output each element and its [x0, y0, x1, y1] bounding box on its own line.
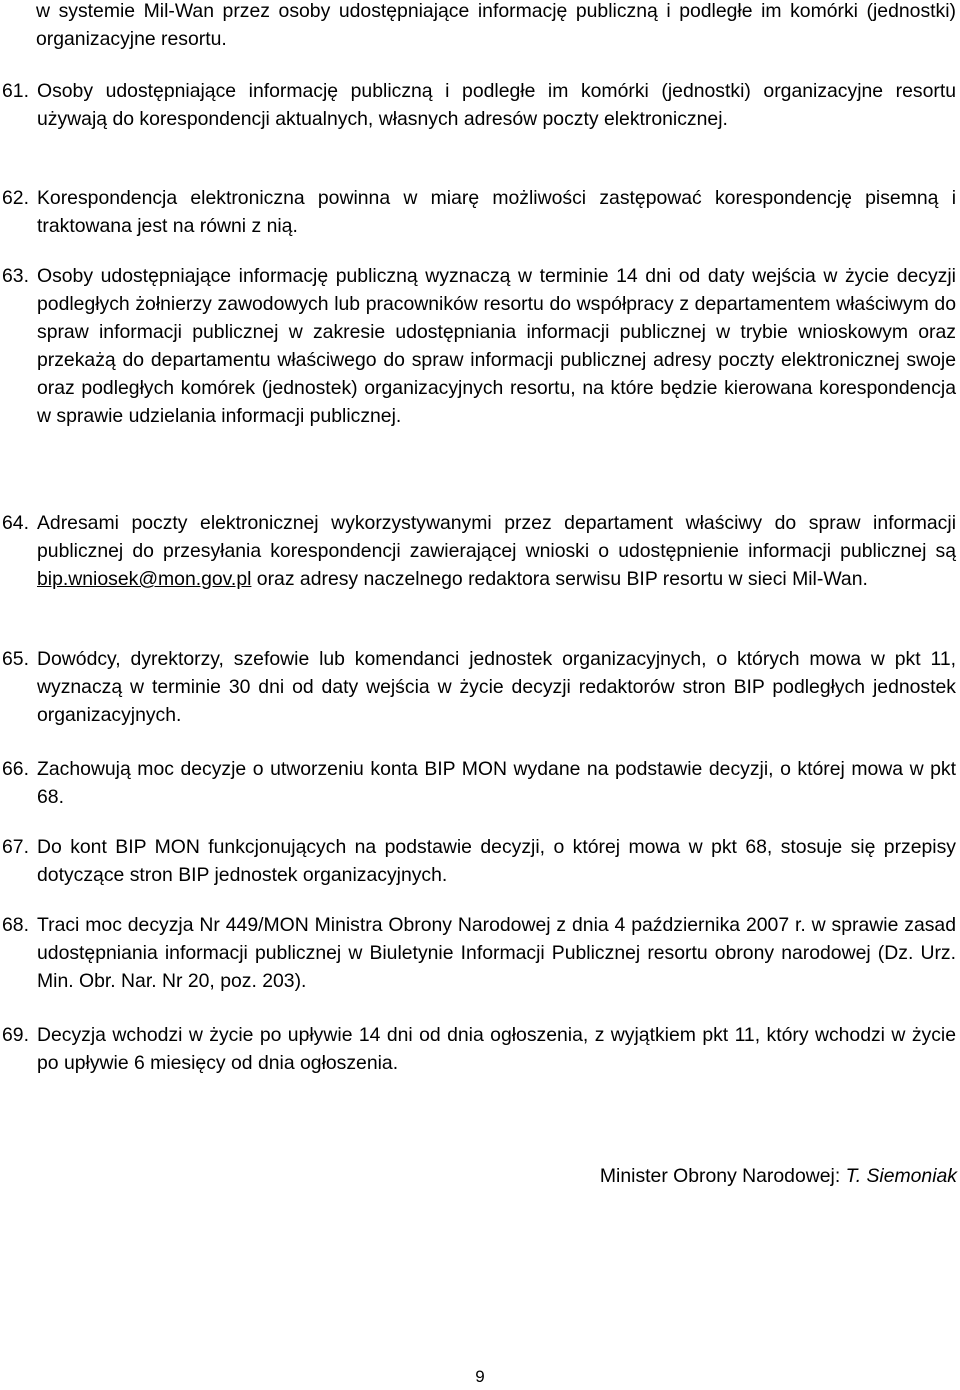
signature — [600, 1162, 957, 1190]
item-text: Dowódcy, dyrektorzy, szefowie lub komendanci jednostek organizacyjnych, o których mowa w pkt 11, wyznaczą w terminie 30 dni od daty wejścia w życie decyzji redaktorów stron BIP podległych jednostek organizacyjnych. — [37, 648, 956, 726]
item-number: 66. — [2, 758, 29, 780]
item-number: 63. — [2, 265, 29, 287]
item-number: 65. — [2, 648, 29, 670]
item-text: Osoby udostępniające informację publiczną wyznaczą w terminie 14 dni od daty wejścia w życie decyzji podległych żołnierzy zawodowych lub pracowników resortu do współpracy z departamentem właściwym do spraw informacji publicznej w zakresie udostępniania informacji publicznej w trybie wnioskowym oraz przekażą do departamentu właściwego do spraw informacji publicznej adresy poczty elektronicznej swoje oraz podległych komórek (jednostek) organizacyjnych resortu, na które będzie kierowana korespondencja w sprawie udzielania informacji publicznej. — [37, 265, 956, 427]
item-number: 64. — [2, 512, 29, 534]
item-text: Osoby udostępniające informację publiczną i podległe im komórki (jednostki) organizacyjne resortu używają do korespondencji aktualnych, własnych adresów poczty elektronicznej. — [37, 80, 956, 130]
item-number: 68. — [2, 914, 29, 936]
item-text: Decyzja wchodzi w życie po upływie 14 dni od dnia ogłoszenia, z wyjątkiem pkt 11, który wchodzi w życie po upływie 6 miesięcy od dnia ogłoszenia. — [37, 1024, 956, 1074]
item-number: 61. — [2, 80, 29, 102]
item-text: Do kont BIP MON funkcjonujących na podstawie decyzji, o której mowa w pkt 68, stosuje się przepisy dotyczące stron BIP jednostek organizacyjnych. — [37, 836, 956, 886]
item-number: 69. — [2, 1024, 29, 1046]
signature-label: Minister Obrony Narodowej: — [599, 1165, 846, 1187]
item-number: 62. — [2, 187, 29, 209]
item-text-before: Adresami poczty elektronicznej wykorzystywanymi przez departament właściwy do spraw informacji publicznej do przesyłania korespondencji zawierającej wnioski o udostępnienie informacji publicznej są — [37, 512, 956, 562]
item-number: 67. — [2, 836, 29, 858]
page-number: 9 — [475, 1367, 485, 1386]
item-text: Zachowują moc decyzje o utworzeniu konta BIP MON wydane na podstawie decyzji, o której mowa w pkt 68. — [37, 758, 956, 808]
item-text: Traci moc decyzja Nr 449/MON Ministra Obrony Narodowej z dnia 4 października 2007 r. w sprawie zasad udostępniania informacji publicznej w Biuletynie Informacji Publicznej resortu obrony narodowej (Dz. Urz. Min. Obr. Nar. Nr 20, poz. 203). — [37, 914, 956, 992]
item-text-after: oraz adresy naczelnego redaktora serwisu BIP resortu w sieci Mil-Wan. — [251, 568, 868, 590]
email-link[interactable]: bip.wniosek@mon.gov.pl — [37, 568, 252, 590]
signature-name: T. Siemoniak — [845, 1165, 957, 1187]
item-text: Korespondencja elektroniczna powinna w miarę możliwości zastępować korespondencję pisemną i traktowana jest na równi z nią. — [37, 187, 956, 237]
item-text — [37, 509, 956, 593]
intro-paragraph: w systemie Mil-Wan przez osoby udostępniające informację publiczną i podległe im komórki (jednostki) organizacyjne resortu. — [36, 0, 956, 50]
